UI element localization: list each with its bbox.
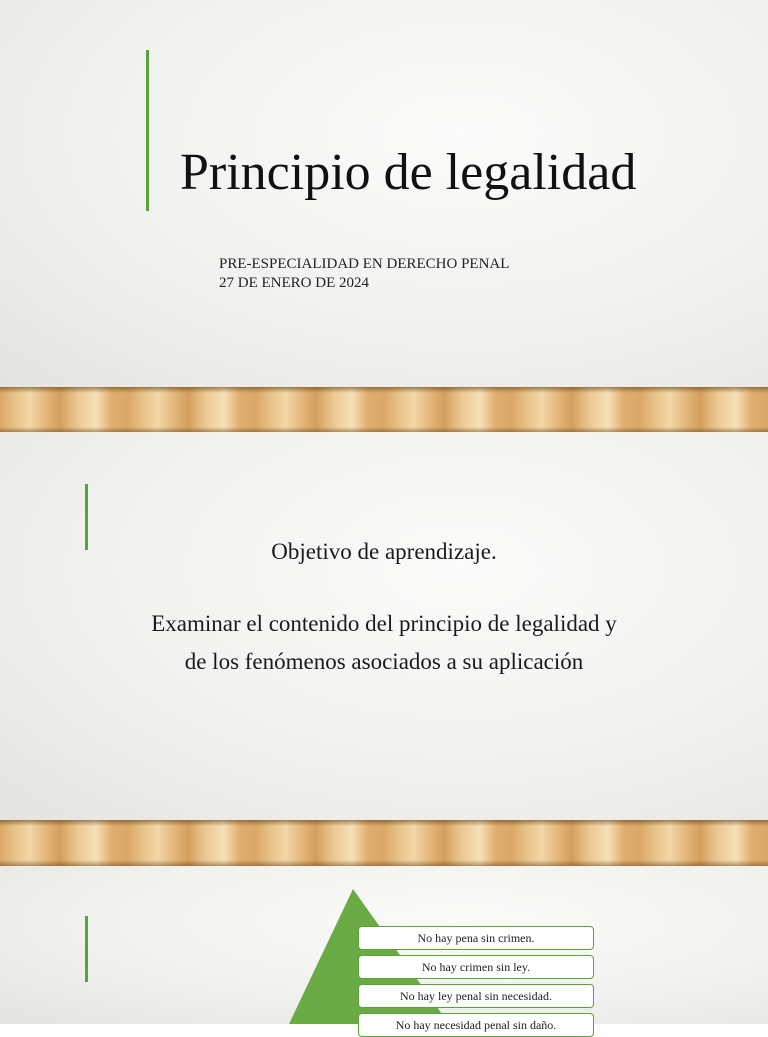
- wood-divider: [0, 820, 768, 866]
- pyramid-item: No hay pena sin crimen.: [358, 926, 594, 950]
- wood-divider: [0, 387, 768, 432]
- pyramid-item: No hay crimen sin ley.: [358, 955, 594, 979]
- subtitle-line-program: PRE-ESPECIALIDAD EN DERECHO PENAL: [219, 256, 510, 272]
- objective-body-line-1: Examinar el contenido del principio de legalidad y: [151, 611, 617, 636]
- objective-heading: Objetivo de aprendizaje.: [271, 539, 497, 564]
- slide-title: [0, 0, 768, 387]
- subtitle-line-date: 27 DE ENERO DE 2024: [219, 275, 369, 291]
- accent-bar: [85, 916, 88, 982]
- slide-pyramid: [0, 866, 768, 1032]
- objective-block: [0, 539, 768, 681]
- objective-body: [0, 605, 768, 681]
- slide-title-text: Principio de legalidad: [180, 144, 637, 201]
- pyramid-item: No hay ley penal sin necesidad.: [358, 984, 594, 1008]
- slide-subtitle: [219, 255, 509, 293]
- accent-bar: [146, 50, 149, 211]
- pyramid-item: No hay necesidad penal sin daño.: [358, 1013, 594, 1037]
- slide-objective: [0, 432, 768, 820]
- objective-body-line-2: de los fenómenos asociados a su aplicación: [184, 649, 584, 674]
